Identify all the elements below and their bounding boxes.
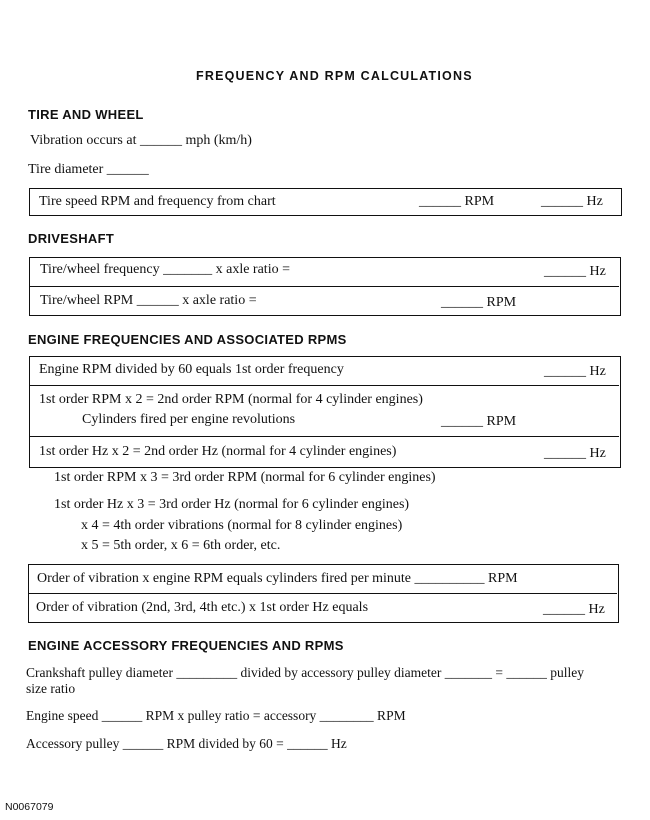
tire-diameter-line: Tire diameter ______ [28, 162, 149, 177]
tire-speed-box [29, 188, 622, 216]
section-heading-accessory: ENGINE ACCESSORY FREQUENCIES AND RPMS [28, 638, 344, 653]
engine-row1-hz: ______ Hz [544, 364, 606, 379]
accessory-line3: Accessory pulley ______ RPM divided by 60 = ______ Hz [26, 736, 347, 751]
page-title: FREQUENCY AND RPM CALCULATIONS [196, 69, 473, 83]
driveshaft-row1-hz: ______ Hz [544, 264, 606, 279]
engine-box [29, 356, 621, 468]
engine-line-5th: x 5 = 5th order, x 6 = 6th order, etc. [81, 538, 281, 553]
engine-row3-label: 1st order Hz x 2 = 2nd order Hz (normal for 4 cylinder engines) [39, 444, 397, 459]
driveshaft-row2-label: Tire/wheel RPM ______ x axle ratio = [40, 293, 257, 308]
engine-row1-label: Engine RPM divided by 60 equals 1st order frequency [39, 362, 344, 377]
engine-line-4th: x 4 = 4th order vibrations (normal for 8 cylinder engines) [81, 518, 403, 533]
accessory-line1b: size ratio [26, 681, 76, 696]
order-box [28, 564, 619, 623]
engine-line-3rd-rpm: 1st order RPM x 3 = 3rd order RPM (normal for 6 cylinder engines) [54, 470, 436, 485]
order-row1-label: Order of vibration x engine RPM equals cylinders fired per minute __________ RPM [37, 571, 518, 586]
engine-row2-line1: 1st order RPM x 2 = 2nd order RPM (normal for 4 cylinder engines) [39, 392, 423, 407]
order-divider [29, 593, 617, 594]
driveshaft-box [29, 257, 621, 316]
accessory-line2: Engine speed ______ RPM x pulley ratio = accessory ________ RPM [26, 708, 406, 723]
tire-speed-label: Tire speed RPM and frequency from chart [39, 194, 276, 209]
engine-row2-rpm: ______ RPM [441, 414, 517, 429]
order-row2-hz: ______ Hz [543, 602, 605, 617]
engine-row3-hz: ______ Hz [544, 446, 606, 461]
tire-speed-rpm: ______ RPM [419, 194, 495, 209]
engine-row2-line2: Cylinders fired per engine revolutions [82, 412, 296, 427]
section-heading-tire-wheel: TIRE AND WHEEL [28, 107, 144, 122]
driveshaft-row2-rpm: ______ RPM [441, 295, 517, 310]
order-row2-label: Order of vibration (2nd, 3rd, 4th etc.) x 1st order Hz equals [36, 600, 369, 615]
engine-line-3rd-hz: 1st order Hz x 3 = 3rd order Hz (normal for 6 cylinder engines) [54, 497, 410, 512]
figure-id: N0067079 [5, 801, 54, 813]
engine-divider-1 [30, 385, 619, 386]
accessory-line1: Crankshaft pulley diameter _________ divided by accessory pulley diameter _______ = ______ pulley [26, 665, 584, 680]
tire-speed-hz: ______ Hz [541, 194, 603, 209]
section-heading-driveshaft: DRIVESHAFT [28, 231, 115, 246]
engine-divider-2 [30, 436, 619, 437]
vibration-speed-line: Vibration occurs at ______ mph (km/h) [30, 133, 252, 148]
driveshaft-divider [30, 286, 619, 287]
driveshaft-row1-label: Tire/wheel frequency _______ x axle ratio = [40, 262, 290, 277]
section-heading-engine: ENGINE FREQUENCIES AND ASSOCIATED RPMS [28, 332, 347, 347]
